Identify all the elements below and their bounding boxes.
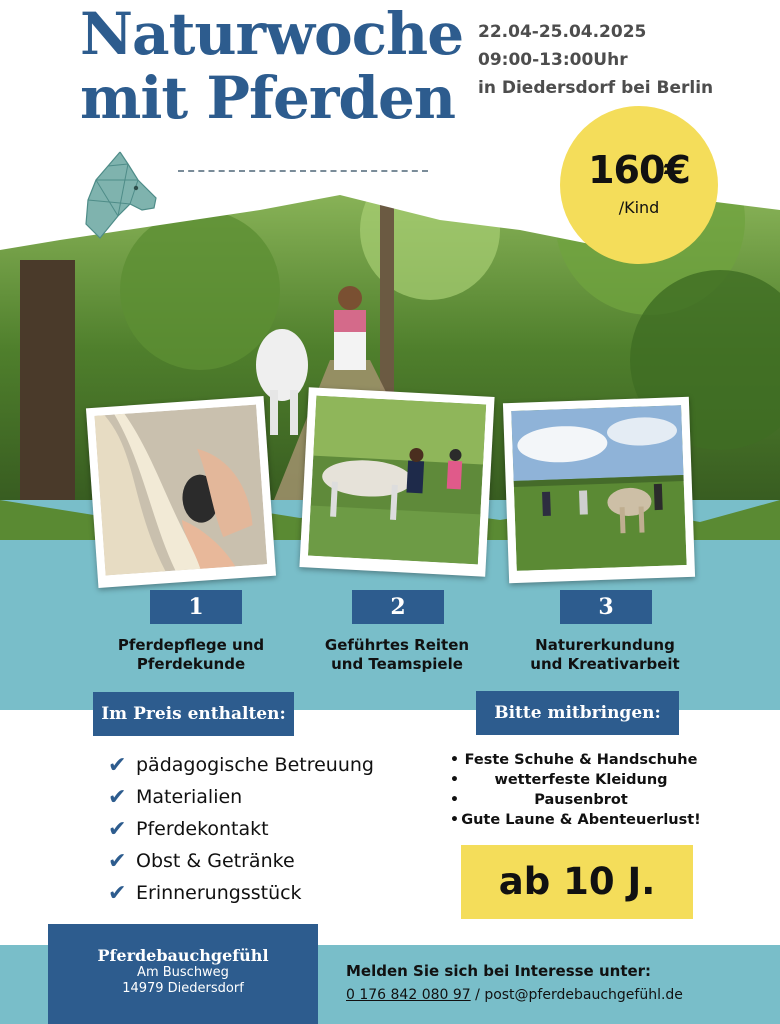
event-time: 09:00-13:00Uhr xyxy=(478,50,628,70)
dashed-divider xyxy=(178,170,428,172)
bring-heading: Bitte mitbringen: xyxy=(476,691,679,735)
checkmark-icon: ✔ xyxy=(108,816,127,842)
included-heading: Im Preis enthalten: xyxy=(93,692,294,736)
checkmark-icon: ✔ xyxy=(108,880,127,906)
footer-brand-box xyxy=(48,924,318,1024)
email-link[interactable]: post@pferdebauchgefühl.de xyxy=(484,987,683,1003)
list-item: ✔ Pferdekontakt xyxy=(108,816,269,842)
included-list xyxy=(108,749,374,909)
list-item: ✔ Obst & Getränke xyxy=(108,848,295,874)
event-date: 22.04-25.04.2025 xyxy=(478,22,647,42)
list-item: • Pausenbrot xyxy=(446,792,716,812)
step-label-3: Naturerkundung und Kreativarbeit xyxy=(530,636,680,673)
brand-street: Am Buschweg xyxy=(137,965,229,980)
contact-separator: / xyxy=(470,987,485,1003)
checkmark-icon: ✔ xyxy=(108,784,127,810)
event-info xyxy=(478,18,713,102)
list-item: ✔ Erinnerungsstück xyxy=(108,880,302,906)
phone-link[interactable]: 0 176 842 080 97 xyxy=(346,987,471,1003)
list-item: • Gute Laune & Abenteuerlust! xyxy=(446,812,716,832)
brand-city: 14979 Diedersdorf xyxy=(122,981,244,996)
bring-list xyxy=(446,752,716,832)
contact-line xyxy=(346,987,683,1003)
list-item: • Feste Schuhe & Handschuhe xyxy=(446,752,716,772)
step-label-2: Geführtes Reiten und Teamspiele xyxy=(324,636,470,673)
brand-name: Pferdebauchgefühl xyxy=(97,946,269,965)
photo-grooming xyxy=(86,396,276,588)
title-line-2: mit Pferden xyxy=(80,64,456,132)
checkmark-icon: ✔ xyxy=(108,752,127,778)
price-amount: 160€ xyxy=(588,148,690,192)
list-item: • wetterfeste Kleidung xyxy=(446,772,716,792)
step-number-1: 1 xyxy=(150,590,242,624)
page-title xyxy=(80,0,464,132)
list-item: ✔ Materialien xyxy=(108,784,243,810)
title-line-1: Naturwoche xyxy=(80,0,464,68)
age-badge: ab 10 J. xyxy=(461,845,693,919)
photo-riding xyxy=(299,387,494,576)
contact-title: Melden Sie sich bei Interesse unter: xyxy=(346,962,652,980)
horse-head-icon xyxy=(76,150,162,242)
price-unit: /Kind xyxy=(618,198,660,217)
list-item: ✔ pädagogische Betreuung xyxy=(108,752,374,778)
photo-meadow xyxy=(503,397,695,583)
price-badge xyxy=(560,106,718,264)
step-label-1: Pferdepflege und Pferdekunde xyxy=(117,636,265,673)
step-number-3: 3 xyxy=(560,590,652,624)
event-location: in Diedersdorf bei Berlin xyxy=(478,78,714,98)
checkmark-icon: ✔ xyxy=(108,848,127,874)
step-number-2: 2 xyxy=(352,590,444,624)
